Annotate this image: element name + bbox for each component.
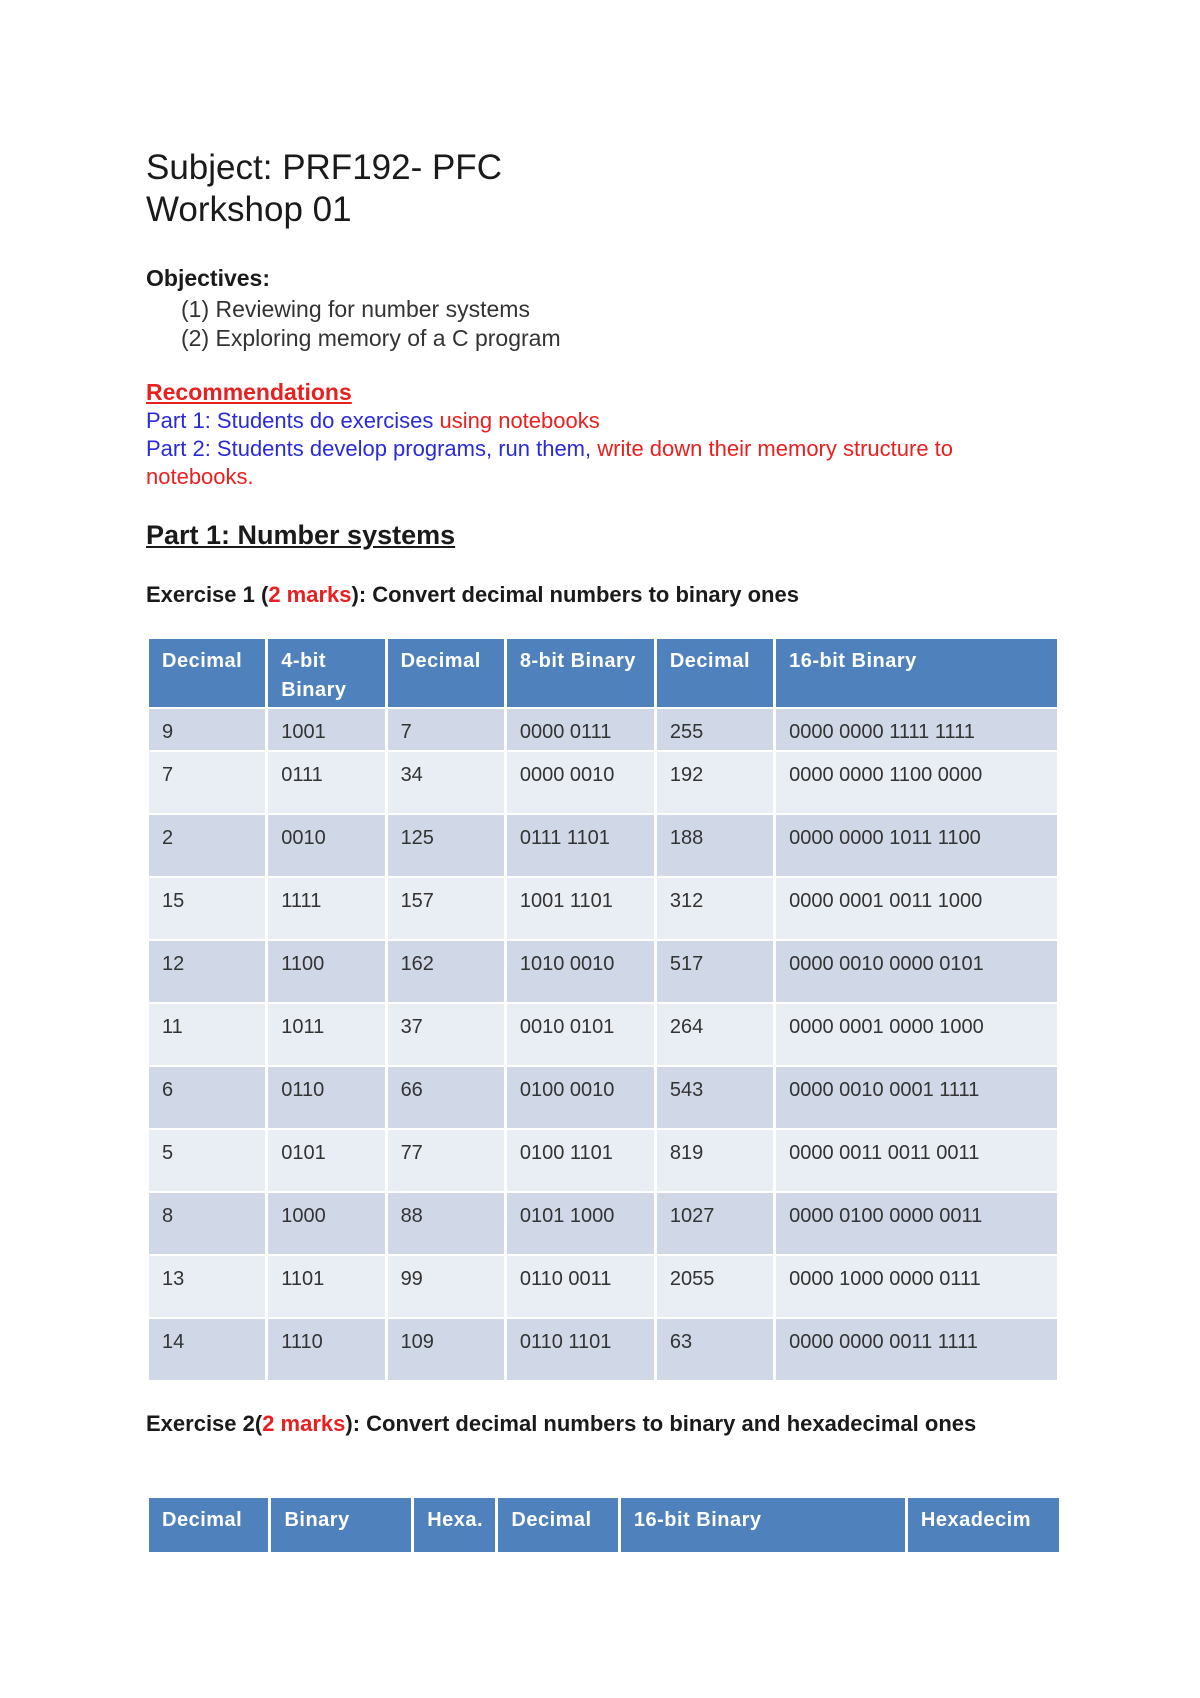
column-header: 4-bit Binary <box>268 639 384 707</box>
exercise2-marks: 2 marks <box>262 1411 346 1436</box>
column-header: Decimal <box>498 1498 617 1552</box>
table-row <box>149 941 1057 1002</box>
table-cell: 11 <box>149 1004 265 1065</box>
table-row <box>149 1130 1057 1191</box>
table-cell: 13 <box>149 1256 265 1317</box>
table-cell: 1001 1101 <box>507 878 654 939</box>
recommendation-part1-highlight: using notebooks <box>439 408 600 433</box>
table-cell: 1101 <box>268 1256 384 1317</box>
table-cell: 0110 <box>268 1067 384 1128</box>
table-row <box>149 1004 1057 1065</box>
table-row <box>149 878 1057 939</box>
recommendation-part1-text: Part 1: Students do exercises <box>146 408 440 433</box>
column-header: 16-bit Binary <box>621 1498 905 1552</box>
subject-title: Subject: PRF192- PFC <box>146 148 502 187</box>
column-header: Hexa. <box>414 1498 495 1552</box>
table-cell: 34 <box>388 752 504 813</box>
recommendations-heading: Recommendations <box>146 379 352 405</box>
table-cell: 0000 0010 <box>507 752 654 813</box>
table-cell: 0000 0010 0000 0101 <box>776 941 1057 1002</box>
exercise1-table <box>146 637 1060 1382</box>
table-cell: 0000 0010 0001 1111 <box>776 1067 1057 1128</box>
column-header: Decimal <box>149 639 265 707</box>
table-cell: 0101 1000 <box>507 1193 654 1254</box>
table-cell: 88 <box>388 1193 504 1254</box>
column-header: Decimal <box>149 1498 268 1552</box>
table-cell: 312 <box>657 878 773 939</box>
table-row <box>149 1193 1057 1254</box>
table-cell: 0101 <box>268 1130 384 1191</box>
table-cell: 1111 <box>268 878 384 939</box>
table-cell: 12 <box>149 941 265 1002</box>
table-cell: 0111 1101 <box>507 815 654 876</box>
table-cell: 2055 <box>657 1256 773 1317</box>
column-header: Binary <box>271 1498 411 1552</box>
table-cell: 0000 0000 1011 1100 <box>776 815 1057 876</box>
table-cell: 14 <box>149 1319 265 1380</box>
table-cell: 1011 <box>268 1004 384 1065</box>
objective-item: (1) Reviewing for number systems <box>181 296 530 322</box>
recommendation-part2-highlight: write down their memory structure to <box>597 436 954 461</box>
table-row <box>149 1319 1057 1380</box>
table-header-row <box>149 1498 1059 1552</box>
recommendation-part2 <box>146 436 953 462</box>
table-cell: 0010 <box>268 815 384 876</box>
table-row <box>149 1256 1057 1317</box>
recommendation-part2-continued: notebooks. <box>146 464 254 489</box>
table-row <box>149 709 1057 750</box>
table-cell: 0100 0010 <box>507 1067 654 1128</box>
workshop-title: Workshop 01 <box>146 190 352 229</box>
exercise1-marks: 2 marks <box>268 582 352 607</box>
table-cell: 0100 1101 <box>507 1130 654 1191</box>
table-cell: 1110 <box>268 1319 384 1380</box>
table-cell: 1100 <box>268 941 384 1002</box>
table-cell: 63 <box>657 1319 773 1380</box>
table-cell: 192 <box>657 752 773 813</box>
part1-heading: Part 1: Number systems <box>146 520 456 550</box>
column-header: Decimal <box>388 639 504 707</box>
table-cell: 15 <box>149 878 265 939</box>
column-header: 8-bit Binary <box>507 639 654 707</box>
table-cell: 0000 1000 0000 0111 <box>776 1256 1057 1317</box>
table-cell: 1027 <box>657 1193 773 1254</box>
table-row <box>149 815 1057 876</box>
exercise2-table <box>146 1496 1062 1554</box>
exercise2-heading <box>146 1410 1046 1438</box>
table-cell: 0111 <box>268 752 384 813</box>
table-cell: 0000 0011 0011 0011 <box>776 1130 1057 1191</box>
table-cell: 125 <box>388 815 504 876</box>
table-cell: 0000 0001 0000 1000 <box>776 1004 1057 1065</box>
exercise1-suffix: ): Convert decimal numbers to binary ones <box>351 582 799 607</box>
table-cell: 1010 0010 <box>507 941 654 1002</box>
table-cell: 0000 0000 1100 0000 <box>776 752 1057 813</box>
table-cell: 819 <box>657 1130 773 1191</box>
table-row <box>149 1067 1057 1128</box>
recommendation-part1 <box>146 408 600 434</box>
exercise2-prefix: Exercise 2( <box>146 1411 263 1436</box>
objectives-heading: Objectives: <box>146 265 270 291</box>
recommendation-part2-text: Part 2: Students develop programs, run them, <box>146 436 598 461</box>
table-cell: 7 <box>149 752 265 813</box>
table-cell: 162 <box>388 941 504 1002</box>
exercise1-prefix: Exercise 1 ( <box>146 582 269 607</box>
table-cell: 543 <box>657 1067 773 1128</box>
table-cell: 6 <box>149 1067 265 1128</box>
table-cell: 0000 0001 0011 1000 <box>776 878 1057 939</box>
table-cell: 1001 <box>268 709 384 750</box>
table-cell: 77 <box>388 1130 504 1191</box>
table-cell: 188 <box>657 815 773 876</box>
table-row <box>149 752 1057 813</box>
table-cell: 109 <box>388 1319 504 1380</box>
table-cell: 0110 0011 <box>507 1256 654 1317</box>
column-header: Decimal <box>657 639 773 707</box>
table-cell: 255 <box>657 709 773 750</box>
table-cell: 37 <box>388 1004 504 1065</box>
table-cell: 9 <box>149 709 265 750</box>
table-cell: 66 <box>388 1067 504 1128</box>
table-cell: 0000 0111 <box>507 709 654 750</box>
table-cell: 2 <box>149 815 265 876</box>
table-cell: 0110 1101 <box>507 1319 654 1380</box>
table-cell: 517 <box>657 941 773 1002</box>
table-cell: 1000 <box>268 1193 384 1254</box>
table-header-row <box>149 639 1057 707</box>
table-cell: 264 <box>657 1004 773 1065</box>
table-cell: 0010 0101 <box>507 1004 654 1065</box>
table-cell: 99 <box>388 1256 504 1317</box>
table-cell: 8 <box>149 1193 265 1254</box>
objective-item: (2) Exploring memory of a C program <box>181 325 561 351</box>
table-cell: 0000 0000 0011 1111 <box>776 1319 1057 1380</box>
exercise1-heading <box>146 582 799 608</box>
table-cell: 0000 0100 0000 0011 <box>776 1193 1057 1254</box>
table-cell: 7 <box>388 709 504 750</box>
column-header: 16-bit Binary <box>776 639 1057 707</box>
table-cell: 0000 0000 1111 1111 <box>776 709 1057 750</box>
column-header: Hexadecim <box>908 1498 1059 1552</box>
table-cell: 5 <box>149 1130 265 1191</box>
table-cell: 157 <box>388 878 504 939</box>
exercise2-suffix: ): Convert decimal numbers to binary and hexadecimal ones <box>345 1411 977 1436</box>
